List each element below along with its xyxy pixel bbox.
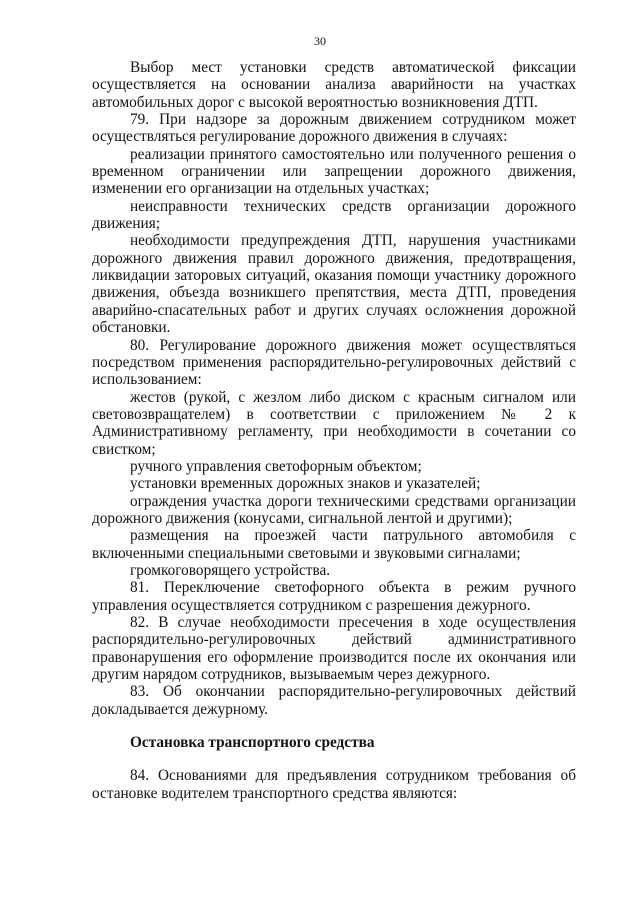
document-body [92, 59, 576, 802]
list-item-patrol-car: размещения на проезжей части патрульного автомобиля с включенными специальными световыми и звуковыми сигналами; [92, 527, 576, 562]
page-number: 30 [314, 34, 326, 48]
list-item-temporary-signs: установки временных дорожных знаков и указателей; [130, 475, 481, 493]
paragraph-82: 82. В случае необходимости пресечения в ходе осуществления распорядительно-регулировочных действий административного правонарушения его оформление производится после их окончания или другим нарядом сотрудников, вызываемым через дежурного. [92, 614, 576, 684]
paragraph-speed-camera-selection: Выбор мест установки средств автоматической фиксации осуществляется на основании анализа аварийности на участках автомобильных дорог с высокой вероятностью возникновения ДТП. [92, 59, 576, 111]
list-item-road-fencing: ограждения участка дороги техническими средствами организации дорожного движения (конусами, сигнальной лентой и другими); [92, 492, 576, 527]
list-item-equipment-malfunction: неисправности технических средств организации дорожного движения; [92, 197, 576, 233]
list-item-gestures: жестов (рукой, с жезлом либо диском с красным сигналом или световозвращателем) в соответствии с приложением № 2 к Административному регламенту, при необходимости в сочетании со свистком; [92, 388, 576, 458]
list-item-accident-prevention: необходимости предупреждения ДТП, нарушения участниками дорожного движения правил дорожного движения, предотвращения, ликвидации заторовых ситуаций, оказания помощи участнику дорожного движения, объезда возникшего препятствия, места ДТП, проведения аварийно-спасательных работ и других случаях осложнения дорожной обстановки. [92, 232, 576, 337]
paragraph-83: 83. Об окончании распорядительно-регулировочных действий докладывается дежурному. [92, 683, 576, 718]
paragraph-81: 81. Переключение светофорного объекта в режим ручного управления осуществляется сотрудником с разрешения дежурного. [92, 579, 576, 614]
paragraph-80: 80. Регулирование дорожного движения может осуществляться посредством применения распорядительно-регулировочных действий с использованием: [92, 336, 576, 389]
list-item-temporary-restriction: реализации принятого самостоятельно или полученного решения о временном ограничении или запрещении дорожного движения, изменении его организации на отдельных участках; [92, 145, 576, 198]
list-item-manual-traffic-light: ручного управления светофорным объектом; [130, 457, 422, 475]
list-item-loudspeaker: громкоговорящего устройства. [130, 561, 331, 579]
section-heading: Остановка транспортного средства [130, 734, 375, 752]
paragraph-79: 79. При надзоре за дорожным движением сотрудником может осуществляться регулирование дорожного движения в случаях: [92, 111, 576, 146]
paragraph-84: 84. Основаниями для предъявления сотрудником требования об остановке водителем транспортного средства являются: [92, 767, 576, 802]
